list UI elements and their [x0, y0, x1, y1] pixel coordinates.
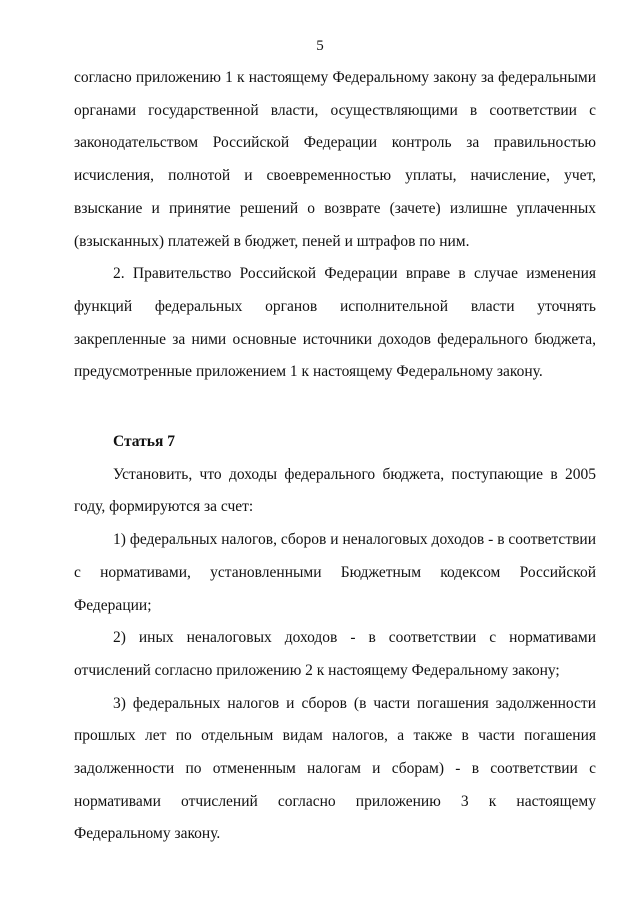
article-intro-paragraph: Установить, что доходы федерального бюджета, поступающие в 2005 году, формируются за счет:: [74, 465, 596, 516]
paragraph-continuation: согласно приложению 1 к настоящему Федеральному закону за федеральными органами государственной власти, осуществляющими в соответствии с законодательством Российской Федерации контроль за правильностью исчисления, полнотой и своевременностью уплаты, начисление, учет, взыскание и принятие решений о возврате (зачете) излишне уплаченных (взысканных) платежей в бюджет, пеней и штрафов по ним.: [74, 69, 596, 250]
paragraph-clause-2: 2. Правительство Российской Федерации вправе в случае изменения функций федеральных органов исполнительной власти уточнять закрепленные за ними основные источники доходов федерального бюджета, предусмотренные приложением 1 к настоящему Федеральному закону.: [74, 265, 596, 381]
article-item-2: 2) иных неналоговых доходов - в соответствии с нормативами отчислений согласно приложению 2 к настоящему Федеральному закону;: [74, 629, 596, 679]
article-item-1: 1) федеральных налогов, сборов и неналоговых доходов - в соответствии с нормативами, установленными Бюджетным кодексом Российской Федерации;: [74, 531, 596, 614]
article-item-3: 3) федеральных налогов и сборов (в части погашения задолженности прошлых лет по отдельным видам налогов, а также в части погашения задолженности по отмененным налогам и сборам) - в соответствии с нормативами отчислений согласно приложению 3 к настоящему Федеральному закону.: [74, 694, 596, 843]
page-number: 5: [316, 38, 324, 54]
document-body: [74, 62, 596, 851]
article-heading: Статья 7: [113, 433, 175, 451]
